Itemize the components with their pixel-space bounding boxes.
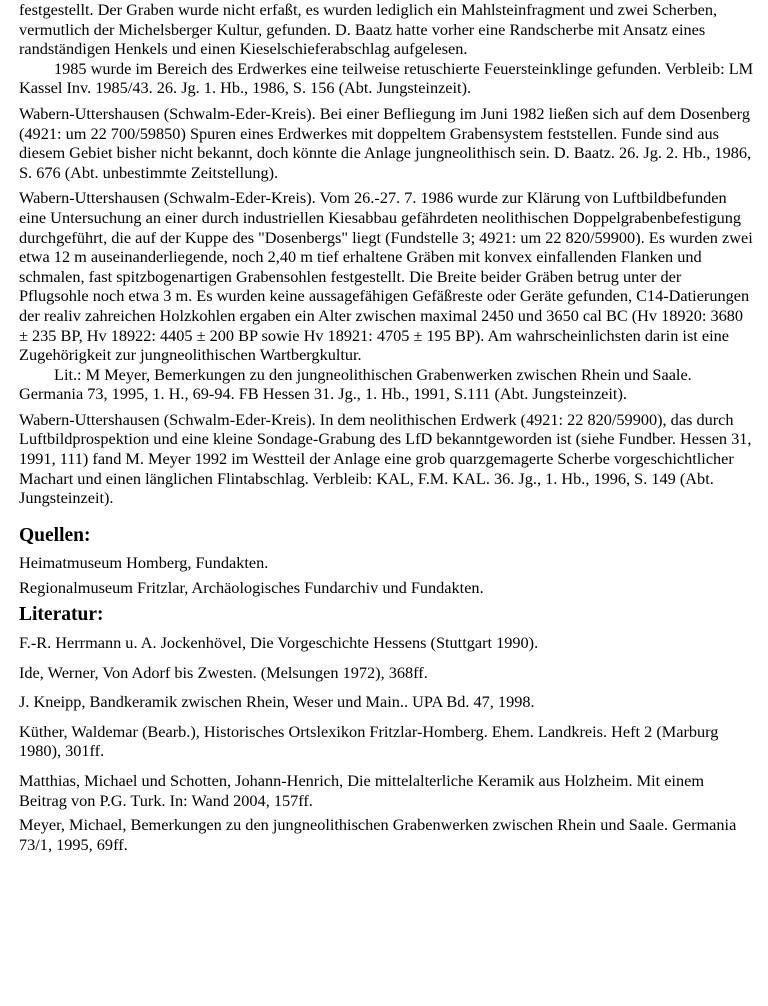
paragraph-befliegung-1982: Wabern-Uttershausen (Schwalm-Eder-Kreis). Bei einer Befliegung im Juni 1982 ließen sich auf dem Dosenberg (4921: um 22 700/59850) Spuren eines Erdwerkes mit doppeltem Grabensystem feststellen. Funde sind aus diesem Gebiet bisher nicht bekannt, doch könnte die Anlage jungneolithisch sein. D. Baatz. 26. Jg. 2. Hb., 1986, S. 676 (Abt. unbestimmte Zeitstellung). bbox=[19, 103, 752, 182]
quellen-item: Regionalmuseum Fritzlar, Archäologisches Fundarchiv und Fundakten. bbox=[19, 578, 484, 598]
literatur-list bbox=[19, 633, 754, 854]
paragraph-continuation: festgestellt. Der Graben wurde nicht erfaßt, es wurden lediglich ein Mahlsteinfragment und zwei Scherben, vermutlich der Michelsberger Kultur, gefunden. D. Baatz hatte vorher eine Randscherbe mit Ansatz eines randständigen Henkels und einen Kieselschieferabschlag aufgelesen. bbox=[19, 0, 718, 59]
literatur-item: Matthias, Michael und Schotten, Johann-Henrich, Die mittelalterliche Keramik aus Holzheim. Mit einem Beitrag von P.G. Turk. In: Wand 2004, 157ff. bbox=[19, 771, 704, 810]
literatur-item: F.-R. Herrmann u. A. Jockenhövel, Die Vorgeschichte Hessens (Stuttgart 1990). bbox=[19, 633, 539, 653]
literatur-item: Meyer, Michael, Bemerkungen zu den jungneolithischen Grabenwerken zwischen Rhein und Saale. Germania 73/1, 1995, 69ff. bbox=[19, 815, 737, 854]
literatur-item: Küther, Waldemar (Bearb.), Historisches Ortslexikon Fritzlar-Homberg. Ehem. Landkreis. Heft 2 (Marburg 1980), 301ff. bbox=[19, 721, 719, 761]
quellen-item: Heimatmuseum Homberg, Fundakten. bbox=[19, 552, 269, 572]
paragraph-literature-note: Lit.: M Meyer, Bemerkungen zu den jungneolithischen Grabenwerken zwischen Rhein und Saale. Germania 73, 1995, 1. H., 69-94. FB Hessen 31. Jg., 1. Hb., 1991, S.111 (Abt. Jungsteinzeit). bbox=[19, 364, 692, 404]
paragraph-untersuchung-1986: Wabern-Uttershausen (Schwalm-Eder-Kreis). Vom 26.-27. 7. 1986 wurde zur Klärung von Luftbildbefunden eine Untersuchung an einer durch industriellen Kiesabbau gefährdeten neolithischen Doppelgrabenbefestigung durchgeführt, die auf der Kuppe des "Dosenbergs" liegt (Fundstelle 3; 4921: um 22 820/59900). Es wurden zwei etwa 12 m auseinanderliegende, noch 2,40 m tief erhaltene Gräben mit konvex einfallenden Flanken und schmalen, fast spitzbogenartigen Grabensohlen festgestellt. Die Breite beider Gräben betrug unter der Pflugsohle noch etwa 3 m. Es wurden keine aussagefähigen Gefäßreste oder Geräte gefunden, C14-Datierungen der realiv zahreichen Holzkohlen ergaben ein Alter zwischen maximal 2450 und 3650 cal BC (Hv 18920: 3680 ± 235 BP, Hv 18922: 4405 ± 200 BP sowie Hv 18921: 4705 ± 195 BP). Am wahrscheinlichsten darin ist eine Zugehörigkeit zur jungneolithischen Wartbergkultur. bbox=[19, 188, 753, 365]
paragraph-feuersteinklinge: 1985 wurde im Bereich des Erdwerkes eine teilweise retuschierte Feuersteinklinge gefunden. Verbleib: LM Kassel Inv. 1985/43. 26. Jg. 1. Hb., 1986, S. 156 (Abt. Jungsteinzeit). bbox=[19, 58, 754, 98]
quellen-heading: Quellen: bbox=[19, 524, 91, 546]
paragraph-erdwerk-1992: Wabern-Uttershausen (Schwalm-Eder-Kreis). In dem neolithischen Erdwerk (4921: 22 820/59900), das durch Luftbildprospektion und eine kleine Sondage-Grabung des LfD bekanntgeworden ist (siehe Fundber. Hessen 31, 1991, 111) fand M. Meyer 1992 im Westteil der Anlage eine grob quarzgemagerte Scherbe vorgeschichtlicher Machart und einen länglichen Flintabschlag. Verbleib: KAL, F.M. KAL. 36. Jg., 1. Hb., 1996, S. 149 (Abt. Jungsteinzeit). bbox=[19, 409, 752, 508]
literatur-item: J. Kneipp, Bandkeramik zwischen Rhein, Weser und Main.. UPA Bd. 47, 1998. bbox=[19, 692, 535, 712]
document-page bbox=[19, 0, 754, 864]
literatur-heading: Literatur: bbox=[19, 604, 104, 626]
literatur-item: Ide, Werner, Von Adorf bis Zwesten. (Melsungen 1972), 368ff. bbox=[19, 662, 428, 682]
quellen-list bbox=[19, 553, 754, 598]
